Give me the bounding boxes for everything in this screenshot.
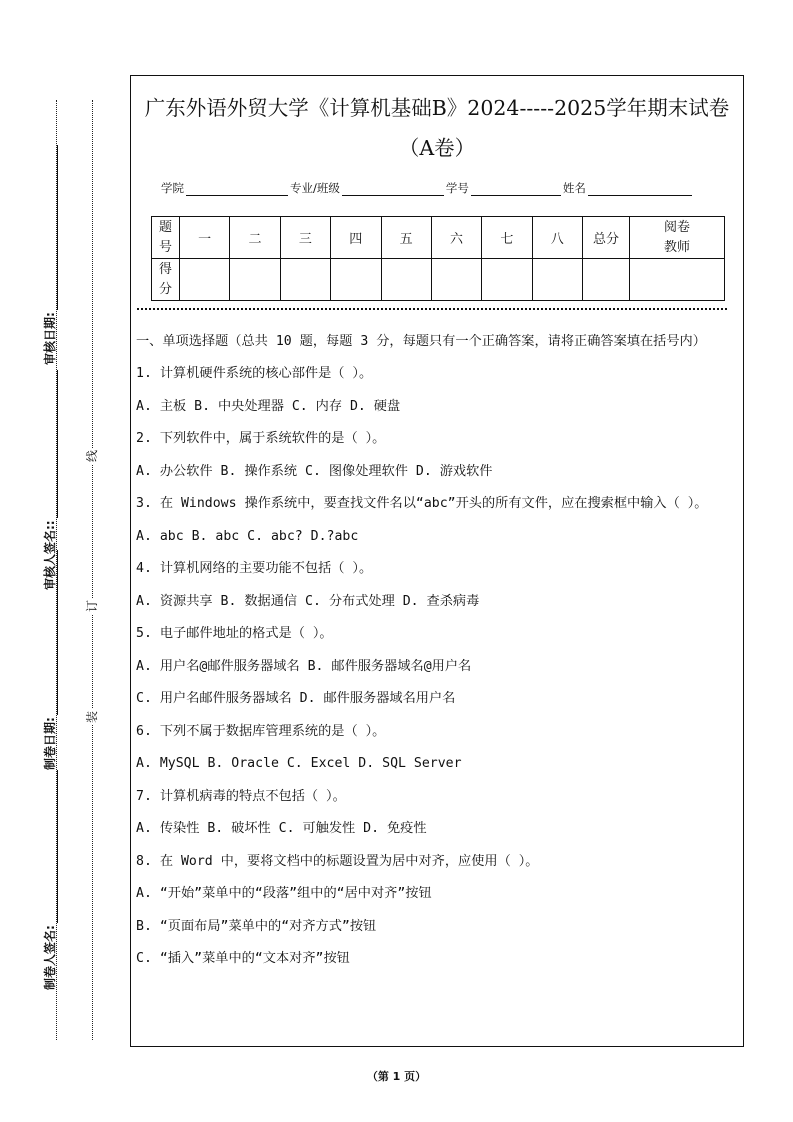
exam-frame [130,75,744,1047]
score-cell [482,259,532,301]
question-1-options: A. 主板 B. 中央处理器 C. 内存 D. 硬盘 [136,398,401,414]
score-cell [381,259,431,301]
column-header: 八 [532,217,582,259]
column-header: 三 [280,217,330,259]
page-number: （第 1 页） [366,1070,427,1083]
question-6-options: A. MySQL B. Oracle C. Excel D. SQL Server [136,756,462,771]
review-date-label: 审核日期: [43,312,57,365]
total-score-cell [583,259,630,301]
header-separator [137,308,727,310]
paper-maker-signature-line [45,770,58,923]
major-blank [342,183,444,196]
binding-margin [0,0,128,1122]
exam-title: 广东外语外贸大学《计算机基础B》2024-----2025学年期末试卷（A卷） [144,96,730,160]
paper-maker-signature-field [38,770,58,990]
question-3-options: A. abc B. abc C. abc? D.?abc [136,528,359,544]
column-header: 六 [431,217,481,259]
question-1: 1. 计算机硬件系统的核心部件是（ ）。 [136,366,373,381]
score-table-header-row [152,217,725,259]
question-8-option-a: A. “开始”菜单中的“段落”组中的“居中对齐”按钮 [136,886,432,901]
score-cell [431,259,481,301]
total-score-header: 总分 [583,217,630,259]
score-table [151,216,725,301]
score-cell [280,259,330,301]
column-header: 二 [230,217,280,259]
student-id-blank [471,183,561,196]
question-5-options-ab: A. 用户名@邮件服务器域名 B. 邮件服务器域名@用户名 [136,658,472,674]
question-6: 6. 下列不属于数据库管理系统的是（ ）。 [136,723,386,739]
score-cell [230,259,280,301]
paper-date-label: 制卷日期: [43,717,57,770]
column-header: 一 [180,217,230,259]
section-single-choice [136,331,737,981]
score-cell [180,259,230,301]
column-header: 五 [381,217,431,259]
grader-header: 阅卷 教师 [630,217,725,259]
question-2: 2. 下列软件中，属于系统软件的是（ ）。 [136,431,386,446]
question-5-options-cd: C. 用户名邮件服务器域名 D. 邮件服务器域名用户名 [136,691,456,706]
paper-maker-signature-label: 制卷人签名: [43,925,57,990]
binding-mark-ding: 订 [85,600,99,613]
college-blank [186,183,288,196]
question-8-option-c: C. “插入”菜单中的“文本对齐”按钮 [136,951,350,966]
question-7-options: A. 传染性 B. 破坏性 C. 可触发性 D. 免疫性 [136,821,427,836]
paper-date-line [45,550,58,715]
column-header: 四 [331,217,381,259]
review-date-line [45,145,58,310]
score-table-score-row [152,259,725,301]
binding-mark-zhuang: 装 [85,711,99,724]
question-8-option-b: B. “页面布局”菜单中的“对齐方式”按钮 [136,918,377,934]
question-2-options: A. 办公软件 B. 操作系统 C. 图像处理软件 D. 游戏软件 [136,463,493,479]
score-cell [331,259,381,301]
question-8: 8. 在 Word 中，要将文档中的标题设置为居中对齐，应使用（ ）。 [136,853,539,869]
question-7: 7. 计算机病毒的特点不包括（ ）。 [136,788,346,804]
major-label: 专业/班级 [290,181,340,195]
score-cell [532,259,582,301]
review-date-field [38,145,58,365]
reviewer-signature-line [45,370,58,518]
student-id-label: 学号 [445,181,469,195]
reviewer-signature-label: 审核人签名:: [43,520,57,590]
name-blank [588,183,692,196]
college-label: 学院 [161,181,184,195]
section-heading: 一、单项选择题（总共 10 题，每题 3 分，每题只有一个正确答案，请将正确答案填在括号内） [136,334,706,349]
question-5: 5. 电子邮件地址的格式是（ ）。 [136,626,333,641]
score-row-header: 得 分 [152,259,180,301]
binding-dotted-line-inner [92,100,93,1040]
name-label: 姓名 [562,181,586,195]
student-info-row [161,180,743,196]
grader-cell [630,259,725,301]
binding-mark-xian: 线 [85,450,99,463]
question-4: 4. 计算机网络的主要功能不包括（ ）。 [136,561,373,576]
column-header: 七 [482,217,532,259]
question-3: 3. 在 Windows 操作系统中，要查找文件名以“abc”开头的所有文件，应在搜索框中输入（ ）。 [136,496,708,511]
question-number-header: 题 号 [152,217,180,259]
question-4-options: A. 资源共享 B. 数据通信 C. 分布式处理 D. 查杀病毒 [136,593,480,609]
paper-date-field [38,550,58,770]
